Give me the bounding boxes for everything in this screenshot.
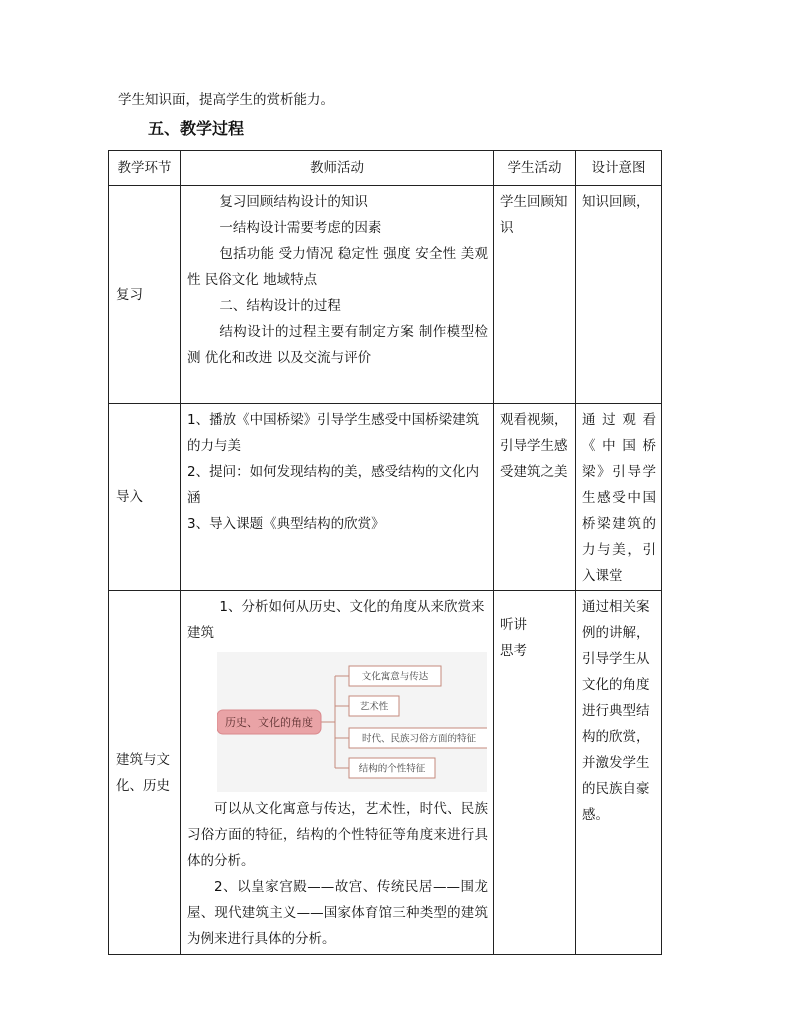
mind-map-diagram [217, 652, 487, 792]
mind-map-branch-label: 文化寓意与传达 [361, 671, 429, 683]
mind-map-root-label: 历史、文化的角度 [225, 716, 313, 729]
header-intent: 设计意图 [576, 151, 662, 186]
intro-line: 2、提问：如何发现结构的美，感受结构的文化内涵 [187, 464, 480, 506]
culture-paragraph: 可以从文化寓意与传达，艺术性，时代、民族习俗方面的特征，结构的个性特征等角度来进行具体的分析。 [187, 801, 488, 869]
teacher-activity-culture [181, 591, 494, 955]
student-activity-line: 听讲 [500, 617, 527, 633]
header-teacher: 教师活动 [181, 151, 494, 186]
header-stage: 教学环节 [109, 151, 181, 186]
teacher-activity-review [181, 186, 494, 404]
mind-map-connectors [321, 676, 349, 768]
mind-map-branch-label: 艺术性 [359, 701, 389, 713]
design-intent-culture: 通过相关案例的讲解，引导学生从文化的角度进行典型结构的欣赏，并激发学生的民族自豪感。 [576, 591, 662, 955]
header-student: 学生活动 [494, 151, 576, 186]
intro-line: 1、播放《中国桥梁》引导学生感受中国桥梁建筑的力与美 [187, 412, 480, 454]
table-header-row [109, 151, 662, 186]
mind-map-svg [217, 652, 487, 792]
student-activity-intro: 观看视频，引导学生感受建筑之美 [494, 404, 576, 591]
table-row-culture [109, 591, 662, 955]
mind-map-branches [349, 666, 487, 778]
student-activity-line: 思考 [500, 643, 527, 659]
design-intent-review: 知识回顾， [576, 186, 662, 404]
review-line: 复习回顾结构设计的知识 [219, 194, 368, 210]
mind-map-root [217, 710, 321, 734]
table-row-intro [109, 404, 662, 591]
mind-map-branch-label: 结构的个性特征 [358, 763, 426, 775]
culture-paragraph: 1、分析如何从历史、文化的角度从来欣赏来建筑 [187, 599, 485, 641]
table-row-review [109, 186, 662, 404]
review-line: 包括功能 受力情况 稳定性 强度 安全性 美观性 民俗文化 地域特点 [187, 246, 488, 288]
section-title: 五、教学过程 [148, 119, 245, 138]
stage-culture: 建筑与文化、历史 [109, 591, 181, 955]
stage-intro: 导入 [109, 404, 181, 591]
culture-paragraph: 2、以皇家宫殿——故宫、传统民居——围龙屋、现代建筑主义——国家体育馆三种类型的建筑为例来进行具体的分析。 [187, 879, 488, 947]
intro-line: 3、导入课题《典型结构的欣赏》 [187, 516, 385, 532]
review-line: 二、结构设计的过程 [219, 298, 341, 314]
teacher-activity-intro [181, 404, 494, 591]
intro-text: 学生知识面，提高学生的赏析能力。 [118, 92, 334, 108]
stage-review: 复习 [109, 186, 181, 404]
student-activity-review: 学生回顾知识 [494, 186, 576, 404]
teaching-process-table [108, 150, 662, 955]
review-line: 一结构设计需要考虑的因素 [219, 220, 382, 236]
mind-map-branch-label: 时代、民族习俗方面的特征 [361, 733, 477, 745]
design-intent-intro: 通过观看《中国桥梁》引导学生感受中国桥梁建筑的力与美，引入课堂 [576, 404, 662, 591]
review-line: 结构设计的过程主要有制定方案 制作模型检测 优化和改进 以及交流与评价 [187, 324, 488, 366]
student-activity-culture [494, 591, 576, 955]
